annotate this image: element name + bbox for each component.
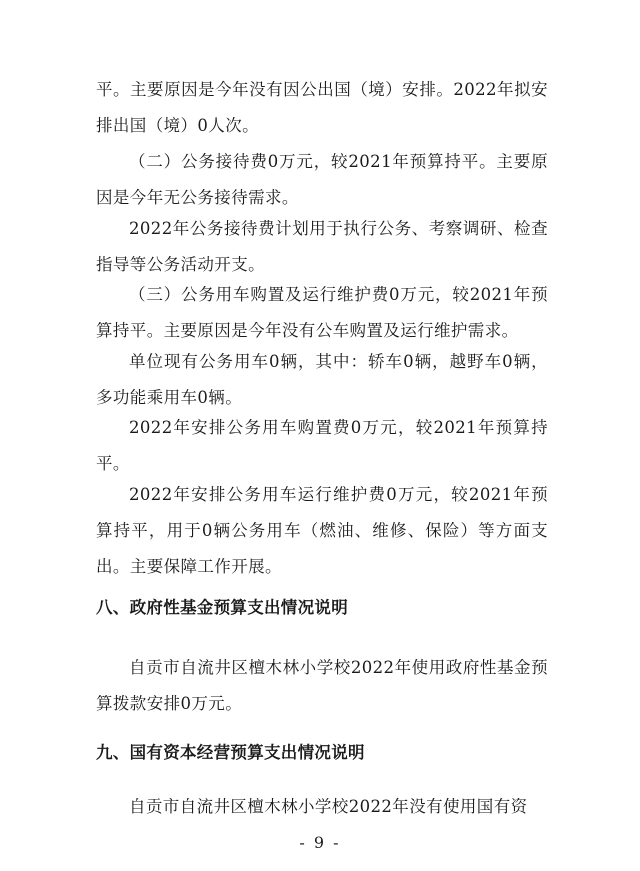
paragraph-overseas-travel-continued: 平。主要原因是今年没有因公出国（境）安排。2022年拟安排出国（境）0人次。: [96, 80, 548, 135]
paragraph-vehicle-expense: （三）公务用车购置及运行维护费0万元，较2021年预算持平。主要原因是今年没有公车购置及运行维护需求。: [96, 285, 548, 340]
page-number: - 9 -: [299, 833, 341, 852]
paragraph-reception-expense: （二）公务接待费0万元，较2021年预算持平。主要原因是今年无公务接待需求。: [96, 152, 548, 207]
paragraph-reception-plan: 2022年公务接待费计划用于执行公务、考察调研、检查指导等公务活动开支。: [96, 219, 548, 274]
paragraph-vehicle-count: 单位现有公务用车0辆，其中：轿车0辆，越野车0辆，多功能乘用车0辆。: [96, 352, 548, 407]
paragraph-government-fund: 自贡市自流井区檀木林小学校2022年使用政府性基金预算拨款安排0万元。: [96, 658, 548, 713]
section-heading-government-fund: 八、政府性基金预算支出情况说明: [96, 598, 348, 617]
paragraph-state-capital: 自贡市自流井区檀木林小学校2022年没有使用国有资: [129, 797, 528, 816]
paragraph-vehicle-purchase: 2022年安排公务用车购置费0万元，较2021年预算持平。: [96, 418, 548, 473]
paragraph-vehicle-maintenance: 2022年安排公务用车运行维护费0万元，较2021年预算持平，用于0辆公务用车（燃油、维修、保险）等方面支出。主要保障工作开展。: [96, 485, 548, 576]
section-heading-state-capital: 九、国有资本经营预算支出情况说明: [96, 743, 365, 762]
